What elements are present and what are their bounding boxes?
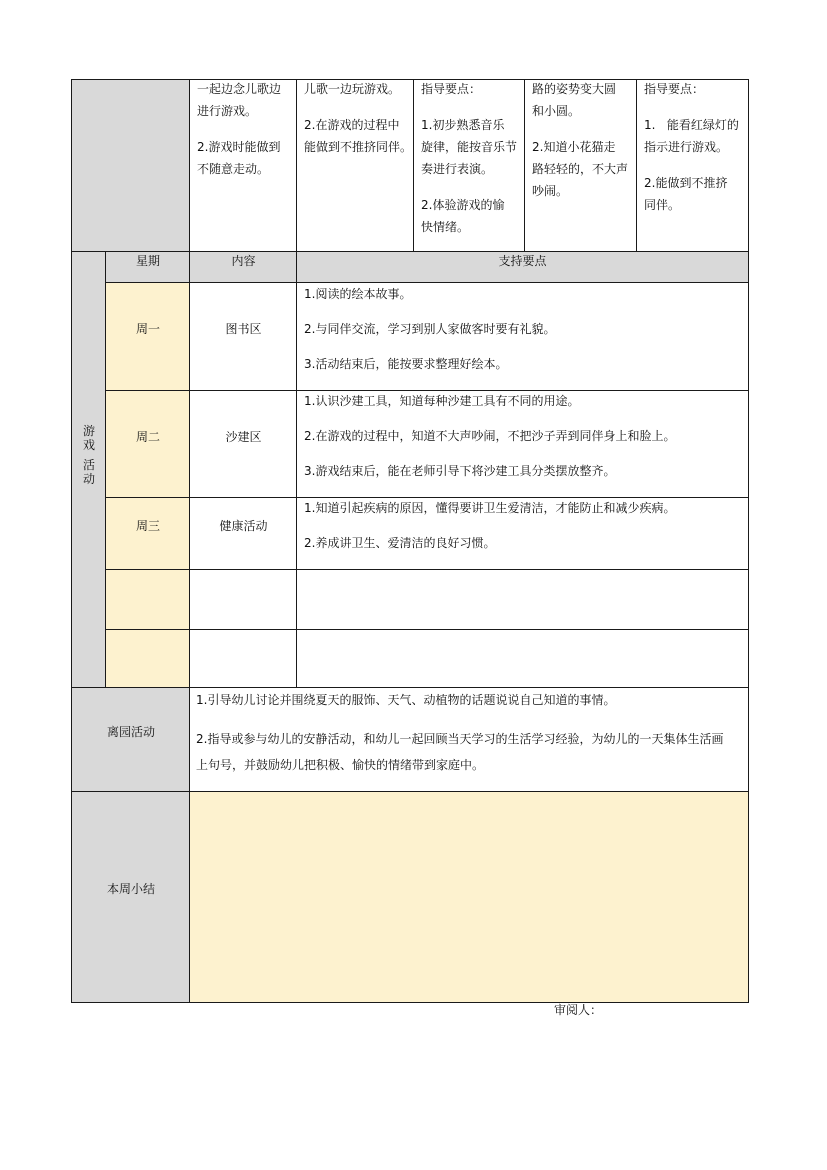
day-cell-bg-1 bbox=[106, 282, 190, 390]
top-col5-item2-line2: 同伴。 bbox=[644, 198, 681, 212]
top-col5-heading: 指导要点： bbox=[644, 82, 705, 96]
top-col1-item2-line1: 2.游戏时能做到 bbox=[197, 140, 281, 154]
row-wed-content: 健康活动 bbox=[219, 519, 268, 533]
row-mon-day: 周一 bbox=[135, 322, 160, 336]
top-col2-item2-line1: 2.在游戏的过程中 bbox=[304, 118, 400, 132]
top-col4-item2-line3: 吵闹。 bbox=[532, 184, 569, 198]
leaving-point-1: 1.引导幼儿讨论并围绕夏天的服饰、天气、动植物的话题说说自己知道的事情。 bbox=[196, 693, 616, 707]
leaving-point-2-line1: 2.指导或参与幼儿的安静活动，和幼儿一起回顾当天学习的生活学习经验，为幼儿的一天集体生活画 bbox=[196, 732, 724, 746]
top-col3-item1-line1: 1.初步熟悉音乐 bbox=[421, 118, 505, 132]
game-col-divider-day bbox=[189, 251, 190, 687]
row-line-header-bottom bbox=[106, 282, 748, 283]
row-tue-point-2: 2.在游戏的过程中，知道不大声吵闹，不把沙子弄到同伴身上和脸上。 bbox=[304, 429, 676, 443]
row-line-wed-bottom bbox=[106, 569, 748, 570]
row-tue-day: 周二 bbox=[135, 430, 160, 444]
row-tue-content: 沙建区 bbox=[225, 430, 262, 444]
top-col1-line1: 一起边念儿歌边 bbox=[197, 82, 282, 96]
summary-content-cell[interactable] bbox=[190, 791, 748, 1002]
top-col-divider-4 bbox=[524, 79, 525, 251]
day-cell-bg-4 bbox=[106, 569, 190, 629]
top-col-divider-5 bbox=[636, 79, 637, 251]
top-col2-line1: 儿歌一边玩游戏。 bbox=[304, 82, 401, 96]
row-tue-point-1: 1.认识沙建工具，知道每种沙建工具有不同的用途。 bbox=[304, 394, 580, 408]
row-mon-point-2: 2.与同伴交流，学习到别人家做客时要有礼貌。 bbox=[304, 322, 556, 336]
top-col2-item2-line2: 能做到不推挤同伴。 bbox=[304, 140, 413, 154]
side-char-2: 戏 bbox=[82, 438, 95, 452]
top-col3-item1-line2: 旋律，能按音乐节 bbox=[421, 140, 518, 154]
top-col4-line1: 路的姿势变大圆 bbox=[532, 82, 617, 96]
side-char-1: 游 bbox=[82, 424, 95, 438]
row-line-empty-1-bottom bbox=[106, 629, 748, 630]
top-col5-item2-line1: 2.能做到不推挤 bbox=[644, 176, 728, 190]
leaving-label-cell bbox=[72, 687, 190, 791]
row-wed-point-1: 1.知道引起疾病的原因，懂得要讲卫生爱清洁，才能防止和减少疾病。 bbox=[304, 501, 676, 515]
top-left-gray-cell bbox=[72, 80, 190, 251]
top-col3-item1-line3: 奏进行表演。 bbox=[421, 162, 494, 176]
top-col4-line2: 和小圆。 bbox=[532, 104, 581, 118]
top-col1-item2-line2: 不随意走动。 bbox=[197, 162, 270, 176]
top-col-divider-1 bbox=[189, 79, 190, 251]
side-char-3: 活 bbox=[82, 458, 95, 472]
row-mon-point-3: 3.活动结束后，能按要求整理好绘本。 bbox=[304, 357, 508, 371]
border-bottom bbox=[72, 1002, 749, 1003]
row-line-game-bottom bbox=[72, 687, 749, 688]
top-col3-item2-line1: 2.体验游戏的愉 bbox=[421, 198, 505, 212]
leaving-point-2-line2: 上句号，并鼓励幼儿把积极、愉快的情绪带到家庭中。 bbox=[196, 758, 485, 772]
top-col5-item1-line2: 指示进行游戏。 bbox=[644, 140, 729, 154]
header-content: 内容 bbox=[231, 254, 256, 268]
summary-label: 本周小结 bbox=[106, 882, 155, 896]
top-col-divider-2 bbox=[296, 79, 297, 251]
row-mon-content: 图书区 bbox=[225, 322, 262, 336]
row-line-leaving-bottom bbox=[72, 791, 749, 792]
side-char-4: 动 bbox=[82, 472, 95, 486]
top-col1-line2: 进行游戏。 bbox=[197, 104, 258, 118]
top-col4-item2-line1: 2.知道小花猫走 bbox=[532, 140, 616, 154]
day-cell-bg-3 bbox=[106, 497, 190, 569]
border-right bbox=[748, 79, 749, 1003]
row-line-header-top bbox=[72, 251, 749, 252]
top-col-divider-3 bbox=[413, 79, 414, 251]
header-day: 星期 bbox=[135, 254, 160, 268]
leaving-label: 离园活动 bbox=[106, 725, 155, 739]
row-mon-point-1: 1.阅读的绘本故事。 bbox=[304, 287, 412, 301]
reviewer-label: 审阅人： bbox=[554, 1003, 603, 1017]
header-support: 支持要点 bbox=[498, 254, 547, 268]
border-left bbox=[71, 79, 72, 1003]
game-col-divider-content bbox=[296, 251, 297, 687]
top-col4-item2-line2: 路轻轻的，不大声 bbox=[532, 162, 629, 176]
top-col3-heading: 指导要点： bbox=[421, 82, 482, 96]
game-side-label bbox=[72, 424, 106, 486]
summary-label-cell bbox=[72, 791, 190, 1002]
row-tue-point-3: 3.游戏结束后，能在老师引导下将沙建工具分类摆放整齐。 bbox=[304, 464, 616, 478]
day-cell-bg-5 bbox=[106, 629, 190, 687]
row-wed-day: 周三 bbox=[135, 519, 160, 533]
row-wed-point-2: 2.养成讲卫生、爱清洁的良好习惯。 bbox=[304, 536, 496, 550]
top-col3-item2-line2: 快情绪。 bbox=[421, 220, 470, 234]
top-col5-item1-line1: 1. 能看红绿灯的 bbox=[644, 118, 739, 132]
